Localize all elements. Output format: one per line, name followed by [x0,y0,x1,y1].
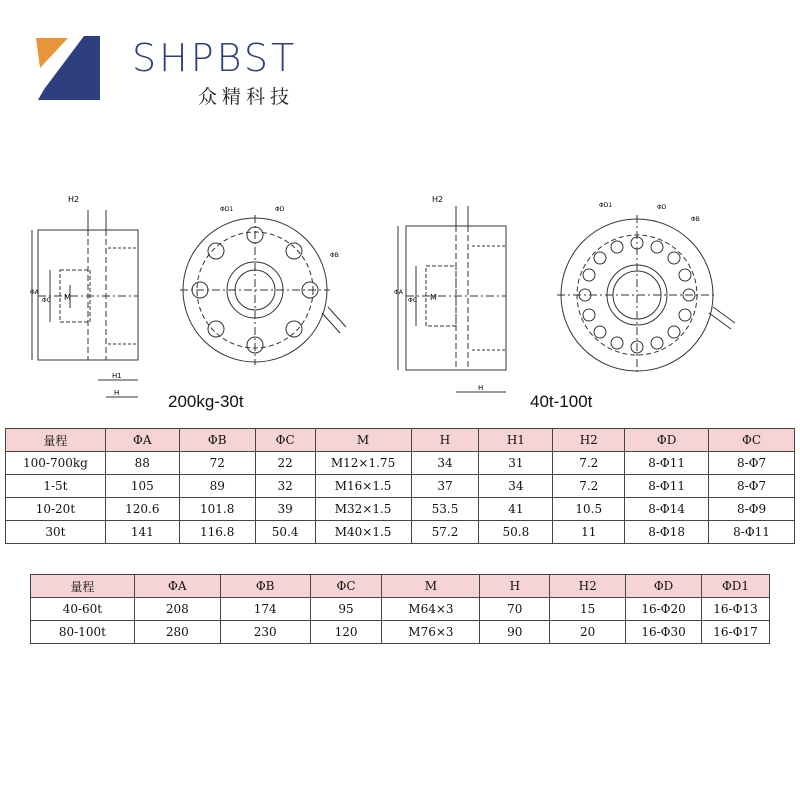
table-cell: 20 [550,621,626,644]
dim-label-b: ΦB [330,252,339,259]
header-cell: ΦA [134,575,220,598]
table-cell: 100-700kg [6,452,106,475]
table-cell: 89 [179,475,255,498]
table-cell: 10.5 [553,498,625,521]
table-cell: 70 [480,598,550,621]
table-cell: M16×1.5 [315,475,411,498]
header-cell: H1 [479,429,553,452]
table-cell: 53.5 [411,498,479,521]
table-cell: 120.6 [105,498,179,521]
table-cell: 280 [134,621,220,644]
table-row [6,521,795,544]
spec-table-large [30,574,770,644]
table-row [6,452,795,475]
table-cell: 8-Φ9 [709,498,795,521]
table-cell: 50.8 [479,521,553,544]
table-row [6,498,795,521]
dim-label-a: ΦA [394,289,403,296]
header-cell: H2 [550,575,626,598]
table-cell: 37 [411,475,479,498]
dim-label-h: H [478,384,484,392]
header-cell: ΦD1 [702,575,770,598]
header-cell: M [315,429,411,452]
table-cell: 34 [479,475,553,498]
table-cell: M12×1.75 [315,452,411,475]
table-cell: 8-Φ11 [709,521,795,544]
caption-large-range: 40t-100t [530,392,593,411]
table-cell: 50.4 [255,521,315,544]
header-cell: ΦC [709,429,795,452]
table-cell: 31 [479,452,553,475]
table-cell: 40-60t [31,598,135,621]
table-cell: M64×3 [382,598,480,621]
dim-label-d: ΦD [657,204,667,211]
table-cell: 90 [480,621,550,644]
table-cell: M32×1.5 [315,498,411,521]
side-view-drawing-small [28,190,148,405]
table-cell: 105 [105,475,179,498]
dim-label-b: ΦB [691,216,700,223]
table-cell: 7.2 [553,475,625,498]
header-cell: H [480,575,550,598]
top-view-drawing-large [555,195,745,385]
table-cell: 41 [479,498,553,521]
header-cell: ΦB [220,575,310,598]
table-cell: 72 [179,452,255,475]
table-cell: 1-5t [6,475,106,498]
dim-label-d: ΦD [275,206,285,213]
table-cell: 22 [255,452,315,475]
dim-label-h: H [114,389,120,397]
table-cell: 141 [105,521,179,544]
dim-label-d1: ΦD1 [220,206,234,213]
table-cell: 57.2 [411,521,479,544]
table-row [31,598,770,621]
table-cell: 10-20t [6,498,106,521]
dim-label-m: M [64,293,71,302]
table-cell: 11 [553,521,625,544]
table-cell: 174 [220,598,310,621]
header-cell: M [382,575,480,598]
dim-label-h2: H2 [432,195,444,204]
top-view-drawing-small [180,195,360,375]
table-cell: M40×1.5 [315,521,411,544]
header-cell: ΦB [179,429,255,452]
table-cell: 15 [550,598,626,621]
table-cell: 95 [310,598,382,621]
header-cell: ΦC [255,429,315,452]
table-cell: 39 [255,498,315,521]
table-cell: 30t [6,521,106,544]
table-cell: 8-Φ14 [625,498,709,521]
table-cell: 16-Φ30 [626,621,702,644]
header-cell: ΦD [625,429,709,452]
header-cell: 量程 [6,429,106,452]
table-header-row [6,429,795,452]
brand-name: SHPBST [132,36,298,80]
table-cell: 7.2 [553,452,625,475]
table-cell: 8-Φ7 [709,452,795,475]
spec-table-small [5,428,795,544]
header-cell: ΦA [105,429,179,452]
dim-label-c: ΦC [408,297,417,304]
table-cell: 34 [411,452,479,475]
table-cell: 8-Φ11 [625,452,709,475]
table-cell: 8-Φ11 [625,475,709,498]
dim-label-h1: H1 [112,372,122,380]
brand-subtitle: 众精科技 [198,86,295,108]
caption-small-range: 200kg-30t [168,392,244,411]
header-cell: ΦC [310,575,382,598]
table-cell: 208 [134,598,220,621]
dim-label-d1: ΦD1 [599,202,613,209]
dim-label-c: ΦC [42,297,51,304]
table-cell: 88 [105,452,179,475]
header-cell: ΦD [626,575,702,598]
brand-logo-icon [28,30,104,102]
table-cell: 101.8 [179,498,255,521]
dim-label-h2: H2 [68,195,80,204]
table-cell: 16-Φ20 [626,598,702,621]
dim-label-m: M [430,293,437,302]
dim-label-a: ΦA [30,289,39,296]
table-cell: 80-100t [31,621,135,644]
table-cell: 16-Φ17 [702,621,770,644]
table-cell: 230 [220,621,310,644]
table-header-row [31,575,770,598]
table-cell: M76×3 [382,621,480,644]
table-cell: 8-Φ7 [709,475,795,498]
table-cell: 16-Φ13 [702,598,770,621]
table-cell: 116.8 [179,521,255,544]
table-row [31,621,770,644]
table-cell: 8-Φ18 [625,521,709,544]
table-cell: 120 [310,621,382,644]
header-cell: H [411,429,479,452]
side-view-drawing-large [392,190,522,405]
header-cell: H2 [553,429,625,452]
table-row [6,475,795,498]
table-cell: 32 [255,475,315,498]
header-cell: 量程 [31,575,135,598]
